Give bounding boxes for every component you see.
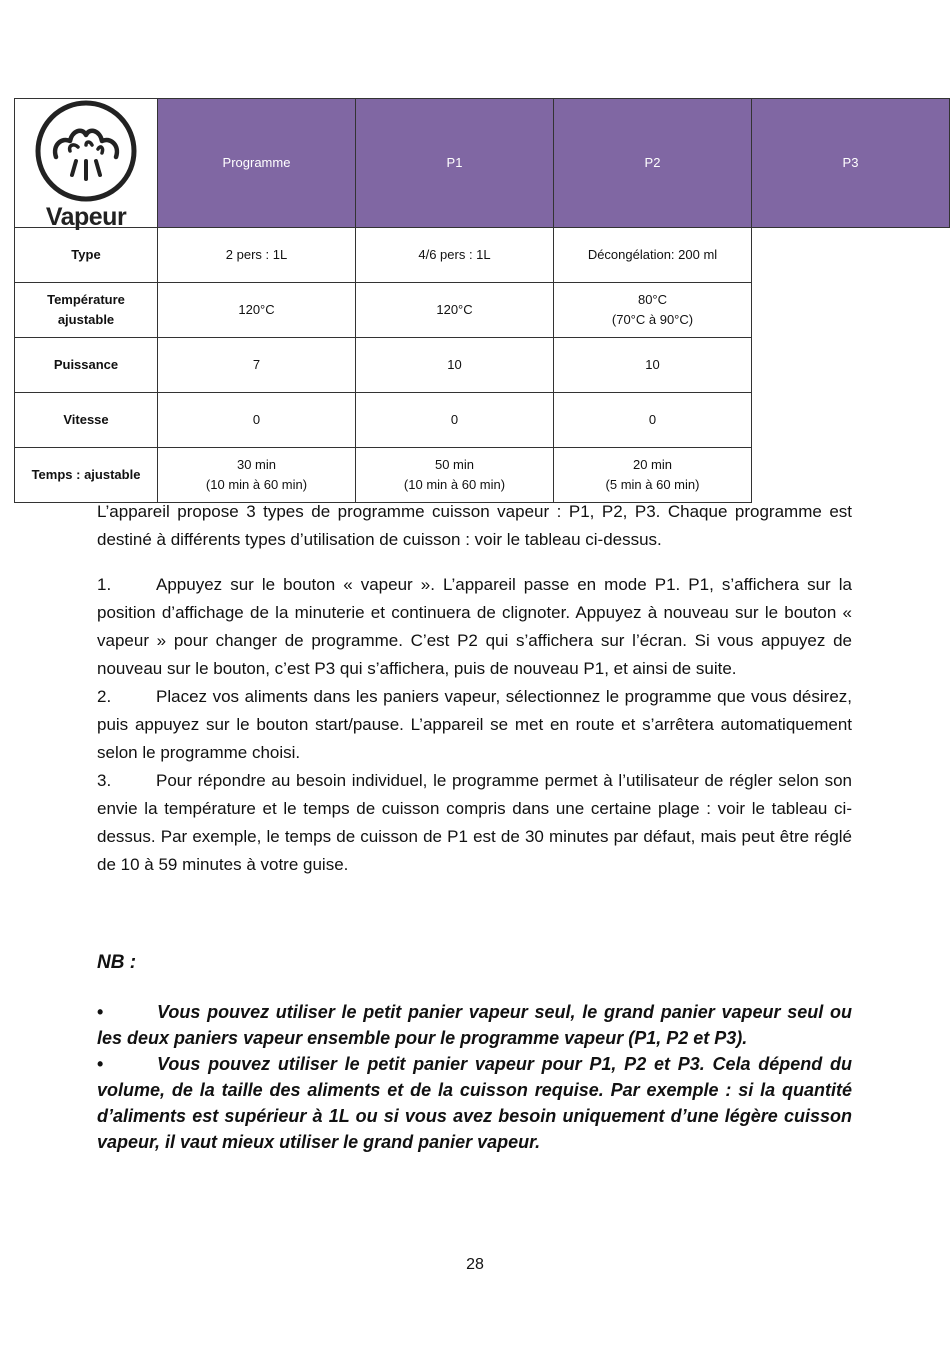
- row-label-temps: Temps : ajustable: [15, 448, 158, 503]
- table-cell: 0: [554, 393, 752, 448]
- step-text: Appuyez sur le bouton « vapeur ». L’appareil passe en mode P1. P1, s’affichera sur la position d’affichage de la minuterie et continuera de clignoter. Appuyez à nouveau sur le bouton « vapeur » pour changer de programme. C’est P2 qui s’affichera sur l’écran. Si vous appuyez de nouveau sur le bouton, c’est P3 qui s’affichera, puis de nouveau P1, et ainsi de suite.: [97, 575, 852, 678]
- table-row: [15, 283, 950, 338]
- nb-list: [97, 999, 852, 1155]
- table-cell: 80°C (70°C à 90°C): [554, 283, 752, 338]
- header-cell-p2: P2: [554, 99, 752, 228]
- step-number: 2.: [97, 687, 112, 706]
- vapeur-icon-cell: [15, 99, 158, 231]
- table-cell: 30 min (10 min à 60 min): [158, 448, 356, 503]
- table-cell: 0: [356, 393, 554, 448]
- table-cell: 120°C: [356, 283, 554, 338]
- table-cell: 20 min (5 min à 60 min): [554, 448, 752, 503]
- program-table: [14, 98, 950, 503]
- step-item: [97, 767, 852, 879]
- table-cell: 0: [158, 393, 356, 448]
- intro-paragraph: L’appareil propose 3 types de programme cuisson vapeur : P1, P2, P3. Chaque programme est destiné à différents types d’utilisation de cuisson : voir le tableau ci-dessus.: [97, 502, 852, 549]
- nb-item-text: Vous pouvez utiliser le petit panier vapeur pour P1, P2 et P3. Cela dépend du volume, de la taille des aliments et de la cuisson requise. Par exemple : si la quantité d’aliments est supérieur à 1L ou si vous avez besoin uniquement d’une légère cuisson vapeur, il vaut mieux utiliser le grand panier vapeur.: [97, 1054, 852, 1152]
- step-text: Pour répondre au besoin individuel, le programme permet à l’utilisateur de régler selon son envie la température et le temps de cuisson compris dans une certaine plage : voir le tableau ci-dessus. Par exemple, le temps de cuisson de P1 est de 30 minutes par défaut, mais peut être réglé de 10 à 59 minutes à votre guise.: [97, 771, 852, 874]
- header-cell-p3: P3: [752, 99, 950, 228]
- header-cell-programme: Programme: [158, 99, 356, 228]
- nb-title: NB :: [97, 952, 137, 973]
- page-number: 28: [466, 1256, 484, 1273]
- table-cell: 10: [554, 338, 752, 393]
- table-cell: Décongélation: 200 ml: [554, 228, 752, 283]
- table-cell: 2 pers : 1L: [158, 228, 356, 283]
- table-header-row: [15, 99, 950, 228]
- step-item: [97, 683, 852, 767]
- nb-item: [97, 999, 852, 1051]
- table-cell: 4/6 pers : 1L: [356, 228, 554, 283]
- row-label-vitesse: Vitesse: [15, 393, 158, 448]
- nb-item: [97, 1051, 852, 1155]
- steam-icon: [34, 99, 138, 203]
- step-item: [97, 571, 852, 683]
- instructions-text: [97, 498, 852, 879]
- row-label-temperature: Température ajustable: [15, 283, 158, 338]
- row-label-type: Type: [15, 228, 158, 283]
- vapeur-label: Vapeur: [45, 203, 127, 231]
- step-text: Placez vos aliments dans les paniers vapeur, sélectionnez le programme que vous désirez, puis appuyez sur le bouton start/pause. L’appareil se met en route et s’arrêtera automatiquement selon le programme choisi.: [97, 687, 852, 762]
- table-row: [15, 338, 950, 393]
- table-row: [15, 393, 950, 448]
- row-label-puissance: Puissance: [15, 338, 158, 393]
- step-number: 3.: [97, 771, 112, 790]
- header-cell-p1: P1: [356, 99, 554, 228]
- table-cell: 120°C: [158, 283, 356, 338]
- table-cell: 7: [158, 338, 356, 393]
- step-number: 1.: [97, 575, 112, 594]
- table-row: [15, 448, 950, 503]
- table-cell: 10: [356, 338, 554, 393]
- bullet-icon: •: [97, 1054, 104, 1074]
- nb-item-text: Vous pouvez utiliser le petit panier vapeur seul, le grand panier vapeur seul ou les deux paniers vapeur ensemble pour le programme vapeur (P1, P2 et P3).: [97, 1002, 852, 1048]
- table-row: [15, 228, 950, 283]
- table-cell: 50 min (10 min à 60 min): [356, 448, 554, 503]
- bullet-icon: •: [97, 1002, 104, 1022]
